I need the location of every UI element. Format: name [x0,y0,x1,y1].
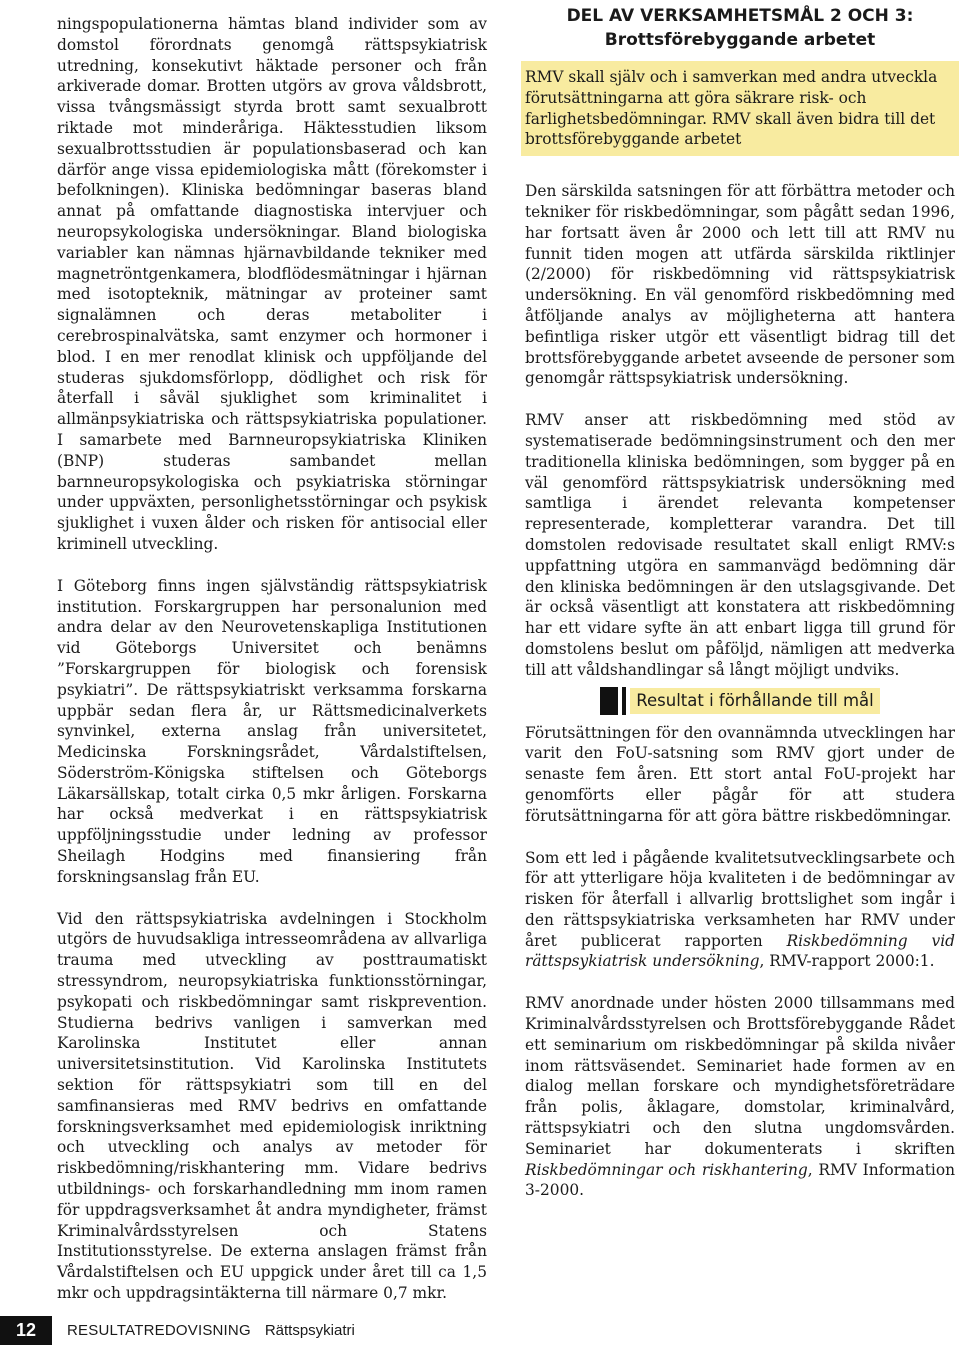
publication-title: Riskbedömningar och riskhantering [525,1160,808,1179]
left-column [57,14,487,1325]
goal-box: RMV skall själv och i samverkan med andra utveckla förutsättningarna att göra säkrare risk- och farlighetsbedömningar. RMV skall även bidra till det brottsförebyggande arbetet [521,61,959,156]
section-heading-line2: Brottsförebyggande arbetet [604,30,876,50]
report-title: Riskbedömning vid rättspsykiatrisk undersökning [525,931,955,971]
body-paragraph: Vid den rättspsykiatriska avdelningen i Stockholm utgörs de huvudsakliga intresseområdena av allvarliga trauma med utveckling av posttraumatiskt stressyndrom, neuropsykiatriska funktionsstörningar, psykopati och riskbedömningar samt riskprevention. Studierna bedrivs vanligen i samverkan med Karolinska Institutet eller annan universitetsinstitution. Vid Karolinska Institutets sektion för rättspsykiatri som till en del samfinansieras med RMV bedrivs en omfattande forskningsverksamhet med epidemiologisk inriktning och utveckling och analys av metoder för riskbedömning/riskhantering mm. Vidare bedrivs utbildnings- och forskarhandledning mm inom ramen för uppdragsverksamhet åt andra myndigheter, främst Kriminalvårdsstyrelsen och Statens Institutionsstyrelse. De externa anslagen främst från Vårdalstiftelsen och EU uppgick under året till ca 1,5 mkr och uppdragsintäkterna till närmare 0,7 mkr. [57,909,487,1303]
page-number: 12 [0,1316,52,1345]
body-paragraph: RMV anser att riskbedömning med stöd av systematiserade bedömningsinstrument och den mer traditionella kliniska bedömningen, som bygger på en väl genomförd rättspsykiatrisk undersökning med samtliga i ärendet relevanta kompetenser representerade, kompletterar varandra. Det till domstolen redovisade resultatet skall enligt RMV:s uppfattning utgöra en sammanvägd bedömning där den kliniska bedömningen är den utslagsgivande. Det är också väsentligt att konstatera att riskbedömning har ett vidare syfte än att enbart ligga till grund för domstolens beslut om påföljd, nämligen att medverka till att våldshandlingar så långt möjligt undviks. [525,411,955,679]
body-paragraph: ningspopulationerna hämtas bland individer som av domstol förordnats genomgå rättspsykiatrisk utredning, konsekutivt häktade personer och från arkiverade domar. Brotten utgörs av grova våldsbrott, vissa tvångsmässigt styrda brott samt sexualbrott riktade mot minderåriga. Häktesstudien liksom sexualbrottsstudien är populationsbaserad och kan därför ange vissa epidemiologiska mått (förekomster i befolkningen). Kliniska bedömningar baseras bland annat på omfattande diagnostiska intervjuer och neuropsykologiska undersökningar. Bland biologiska variabler kan nämnas hjärnavbildande tekniker med magnetröntgenkamera, blodflödesmätningar i hjärnan med isotopteknik, mätningar av proteiner samt signalämnen och deras metaboliter i cerebrospinalvätska, samt enzymer och hormoner i blod. I en mer renodlat klinisk och uppföljande del studeras sjukdomsförlopp, dödlighet och risk för återfall i såväl sjuklighet som kriminalitet i allmänpsykiatriska och rättspsykiatriska populationer. I samarbete med Barnneuropsykiatriska Kliniken (BNP) studeras sambandet mellan barnneuropsykologiska och psykiatriska störningar under uppväxten, personlighetsstörningar och psykisk sjuklighet i vuxen ålder och risken för antisocial eller kriminell utveckling. [57,15,487,553]
subheading-bar-marker [600,687,622,715]
text-run: , RMV Information 3-2000. [525,1160,955,1200]
body-paragraph: I Göteborg finns ingen självständig rättspsykiatrisk institution. Forskargruppen har personalunion med andra delar av den Neurovetenskapliga Institutionen vid Göteborgs Universitet och benämns ”Forskargruppen för biologisk och forensisk psykiatri”. De rättspsykiatriskt verksamma forskarna uppbär sedan flera år, ur Rättsmedicinalverkets synvinkel, externa anslag från universitetet, Medicinska Forskningsrådet, Vårdalstiftelsen, Söderström-Königska stiftelsen och Göteborgs Läkarsällskap, totalt cirka 0,5 mkr årligen. Forskarna har också medverkat i en rättspsykiatrisk uppföljningsstudie under ledning av professor Sheilagh Hodgins med finansiering från forskningsanslag från EU. [57,576,487,886]
body-paragraph: Förutsättningen för den ovannämnda utvecklingen har varit den FoU-satsning som RMV gjort under de senaste fem åren. Ett stort antal FoU-projekt har genomförts eller pågår för att studera förutsättningarna för att göra bättre riskbedömningar. [525,723,955,825]
body-paragraph [525,848,955,973]
page-footer [0,1316,355,1345]
right-column [525,4,955,1222]
text-run: , RMV-rapport 2000:1. [759,952,935,971]
footer-label: RESULTATREDOVISNING [67,1322,251,1339]
section-heading [525,4,955,52]
text-run: RMV anordnade under hösten 2000 tillsammans med Kriminalvårdsstyrelsen och Brottsförebyggande Rådet ett seminarium om riskbedömningar på skilda nivåer inom rättsväsendet. Seminariet hade formen av en dialog mellan forskare och myndighetsföreträdare från polis, åklagare, domstolar, kriminalvård, rättspsykiatri och den slutna ungdomsvården. Seminariet har dokumenterats i skriften [525,994,955,1158]
results-subheading [525,687,955,715]
text-run: Som ett led i pågående kvalitetsutvecklingsarbete och för att ytterligare höja kvaliteten i de bedömningar av risken för återfall i allvarlig brottslighet som ingår i den rättspsykiatriska verksamheten har RMV under året publicerat rapporten [525,848,955,950]
body-paragraph: Den särskilda satsningen för att förbättra metoder och tekniker för riskbedömningar, som pågått sedan 1996, har fortsatt även år 2000 och lett till att RMV nu funnit tiden mogen att utfärda särskilda riktlinjer (2/2000) för riskbedömning vid rättspsykiatrisk undersökning. En väl genomförd riskbedömning med åtföljande analys av möjligheterna att hantera befintliga risker utgör ett väsentligt bidrag till det brottsförebyggande arbetet avseende de personer som genomgår rättspsykiatrisk undersökning. [525,182,955,388]
footer-section: Rättspsykiatri [264,1322,355,1339]
section-heading-line1: DEL AV VERKSAMHETSMÅL 2 OCH 3: [566,6,914,26]
subheading-label: Resultat i förhållande till mål [630,688,879,714]
body-paragraph [525,993,955,1201]
